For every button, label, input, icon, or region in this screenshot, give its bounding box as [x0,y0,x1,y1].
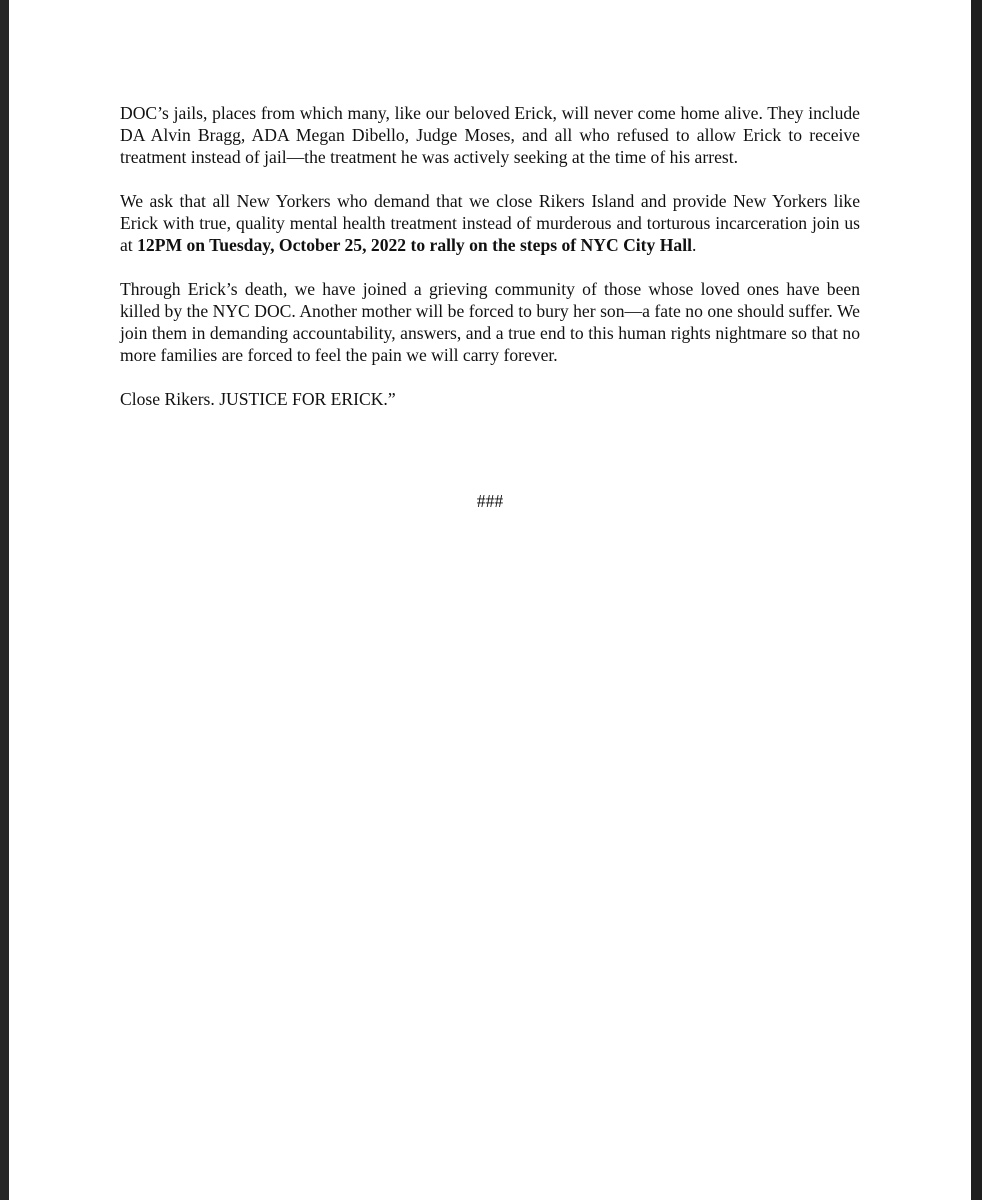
rally-call-text: We ask that all New Yorkers who demand that we close Rikers Island and provide New Yorkers like Erick with true, quality mental health treatment instead of murderous and torturous incarceration join us at [120,191,860,255]
press-release-body [120,102,860,432]
document-page [9,0,971,1200]
paragraph-grieving-community: Through Erick’s death, we have joined a grieving community of those whose loved ones have been killed by the NYC DOC. Another mother will be forced to bury her son—a fate no one should suffer. We join them in demanding accountability, answers, and a true end to this human rights nightmare so that no more families are forced to feel the pain we will carry forever. [120,279,860,365]
end-of-release-mark: ### [476,491,504,511]
rally-date-location: 12PM on Tuesday, October 25, 2022 to rally on the steps of NYC City Hall [137,235,692,255]
paragraph-accountability: DOC’s jails, places from which many, like our beloved Erick, will never come home alive. They include DA Alvin Bragg, ADA Megan Dibello, Judge Moses, and all who refused to allow Erick to receive treatment instead of jail—the treatment he was actively seeking at the time of his arrest. [120,103,860,167]
paragraph-rally-call [120,190,860,256]
rally-call-end: . [691,235,697,255]
left-dark-border [0,0,9,1200]
paragraph-closing-slogan: Close Rikers. JUSTICE FOR ERICK.” [120,389,396,409]
right-dark-border [971,0,982,1200]
